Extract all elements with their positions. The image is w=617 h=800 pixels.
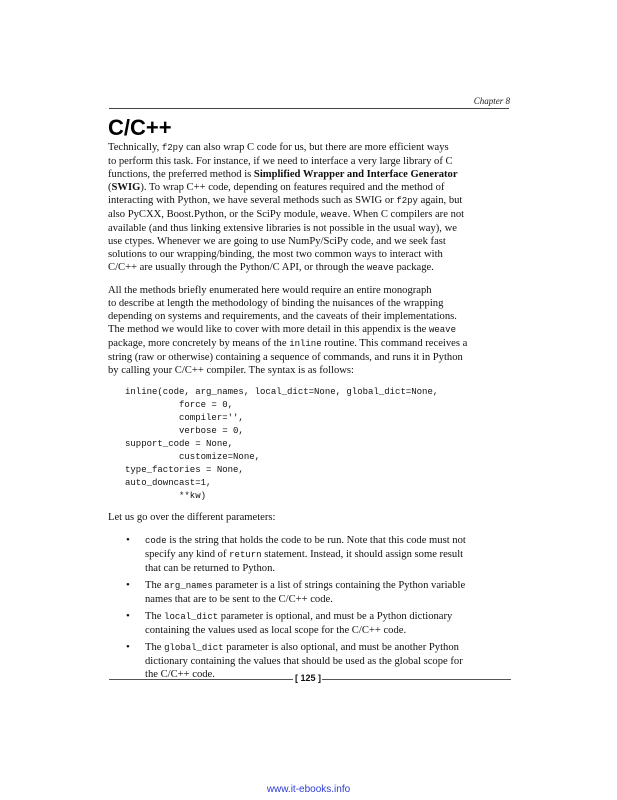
list-item: • The global_dict parameter is also optional, and must be another Python dictionary containing the values that should be used as the global scope for the C/C++ code.	[126, 641, 463, 680]
chapter-label: Chapter 8	[473, 96, 510, 106]
paragraph-methods: All the methods briefly enumerated here would require an entire monograph to describe at length the methodology of binding the nuisances of the wrapping depending on systems and requirements, and the caveats of their implementations. The method we would like to cover with more detail in this appendix is the weave package, more concretely by means of the inline routine. This command receives a string (raw or otherwise) containing a sequence of commands, and runs it in Python by calling your C/C++ compiler. The syntax is as follows:	[108, 285, 468, 376]
footer-rule-left	[109, 679, 293, 680]
list-item: • The local_dict parameter is optional, and must be a Python dictionary containing the values used as local scope for the C/C++ code.	[126, 610, 453, 636]
bullet-icon: •	[126, 610, 130, 622]
bullet-icon: •	[126, 641, 130, 653]
bullet-icon: •	[126, 534, 130, 546]
code-listing-inline-signature: inline(code, arg_names, local_dict=None, global_dict=None, force = 0, compiler='', verbose = 0, support_code = None, customize=None, type_factories = None, auto_downcast=1, **kw)	[125, 387, 439, 501]
list-item: • code is the string that holds the code to be run. Note that this code must not specify any kind of return statement. Instead, it should assign some result that can be returned to Python.	[126, 534, 466, 574]
page-number: [ 125 ]	[295, 673, 322, 683]
paragraph-intro: Technically, f2py can also wrap C code for us, but there are more efficient ways to perform this task. For instance, if we need to interface a very large library of C functions, the preferred method is Simplified Wrapper and Interface Generator (SWIG). To wrap C++ code, depending on features required and the method of interacting with Python, we have several methods such as SWIG or f2py again, but also PyCXX, Boost.Python, or the SciPy module, weave. When C compilers are not available (and thus linking extensive libraries is not possible in the usual way), we use ctypes. Whenever we are going to use NumPy/SciPy code, and we seek fast solutions to our wrapping/binding, the most two common ways to interact with C/C++ are usually through the Python/C API, or through the weave package.	[108, 142, 465, 273]
parameter-list	[108, 534, 510, 681]
footer-rule-right	[322, 679, 511, 680]
list-item: • The arg_names parameter is a list of strings containing the Python variable names that are to be sent to the C/C++ code.	[126, 579, 466, 605]
section-title: C/C++	[108, 115, 172, 140]
header-rule	[109, 108, 509, 109]
watermark-link[interactable]: www.it-ebooks.info	[266, 784, 351, 795]
page-content	[108, 141, 510, 685]
bullet-icon: •	[126, 579, 130, 591]
paragraph-parameters-intro: Let us go over the different parameters:	[108, 512, 276, 523]
